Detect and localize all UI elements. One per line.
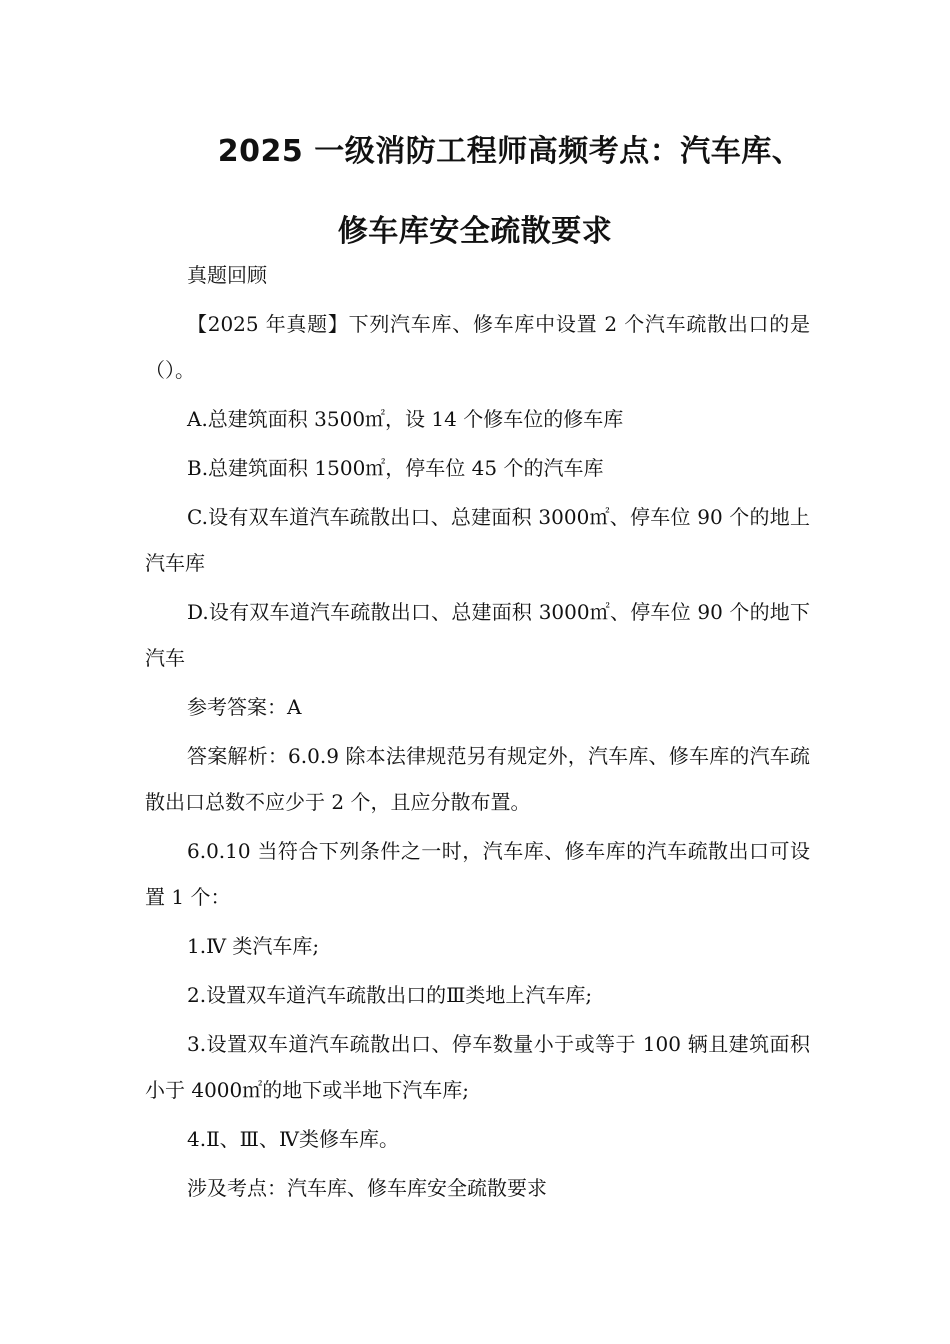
condition-3: 3.设置双车道汽车疏散出口、停车数量小于或等于 100 辆且建筑面积小于 4000㎡的地下或半地下汽车库; [145, 1032, 810, 1102]
reference-answer: 参考答案：A [187, 695, 302, 719]
option-c: C.设有双车道汽车疏散出口、总建面积 3000㎡、停车位 90 个的地上汽车库 [145, 505, 810, 575]
document-body [145, 252, 810, 1211]
condition-1: 1.Ⅳ 类汽车库; [187, 934, 320, 958]
exam-point: 涉及考点：汽车库、修车库安全疏散要求 [187, 1176, 547, 1200]
option-b: B.总建筑面积 1500㎡，停车位 45 个的汽车库 [187, 456, 604, 480]
option-d: D.设有双车道汽车疏散出口、总建面积 3000㎡、停车位 90 个的地下汽车 [145, 600, 810, 670]
question-stem: 【2025 年真题】下列汽车库、修车库中设置 2 个汽车疏散出口的是（）。 [145, 312, 810, 382]
section-heading-review: 真题回顾 [187, 263, 267, 287]
title-line-2: 修车库安全疏散要求 [337, 214, 613, 249]
answer-analysis: 答案解析：6.0.9 除本法律规范另有规定外，汽车库、修车库的汽车疏散出口总数不应少于 2 个，且应分散布置。 [145, 744, 810, 814]
condition-2: 2.设置双车道汽车疏散出口的Ⅲ类地上汽车库; [187, 983, 593, 1007]
clause-6-0-10: 6.0.10 当符合下列条件之一时，汽车库、修车库的汽车疏散出口可设置 1 个： [145, 839, 810, 909]
option-a: A.总建筑面积 3500㎡，设 14 个修车位的修车库 [187, 407, 624, 431]
condition-4: 4.Ⅱ、Ⅲ、Ⅳ类修车库。 [187, 1127, 399, 1151]
document-title [115, 112, 835, 272]
title-line-1: 2025 一级消防工程师高频考点：汽车库、 [217, 134, 803, 169]
